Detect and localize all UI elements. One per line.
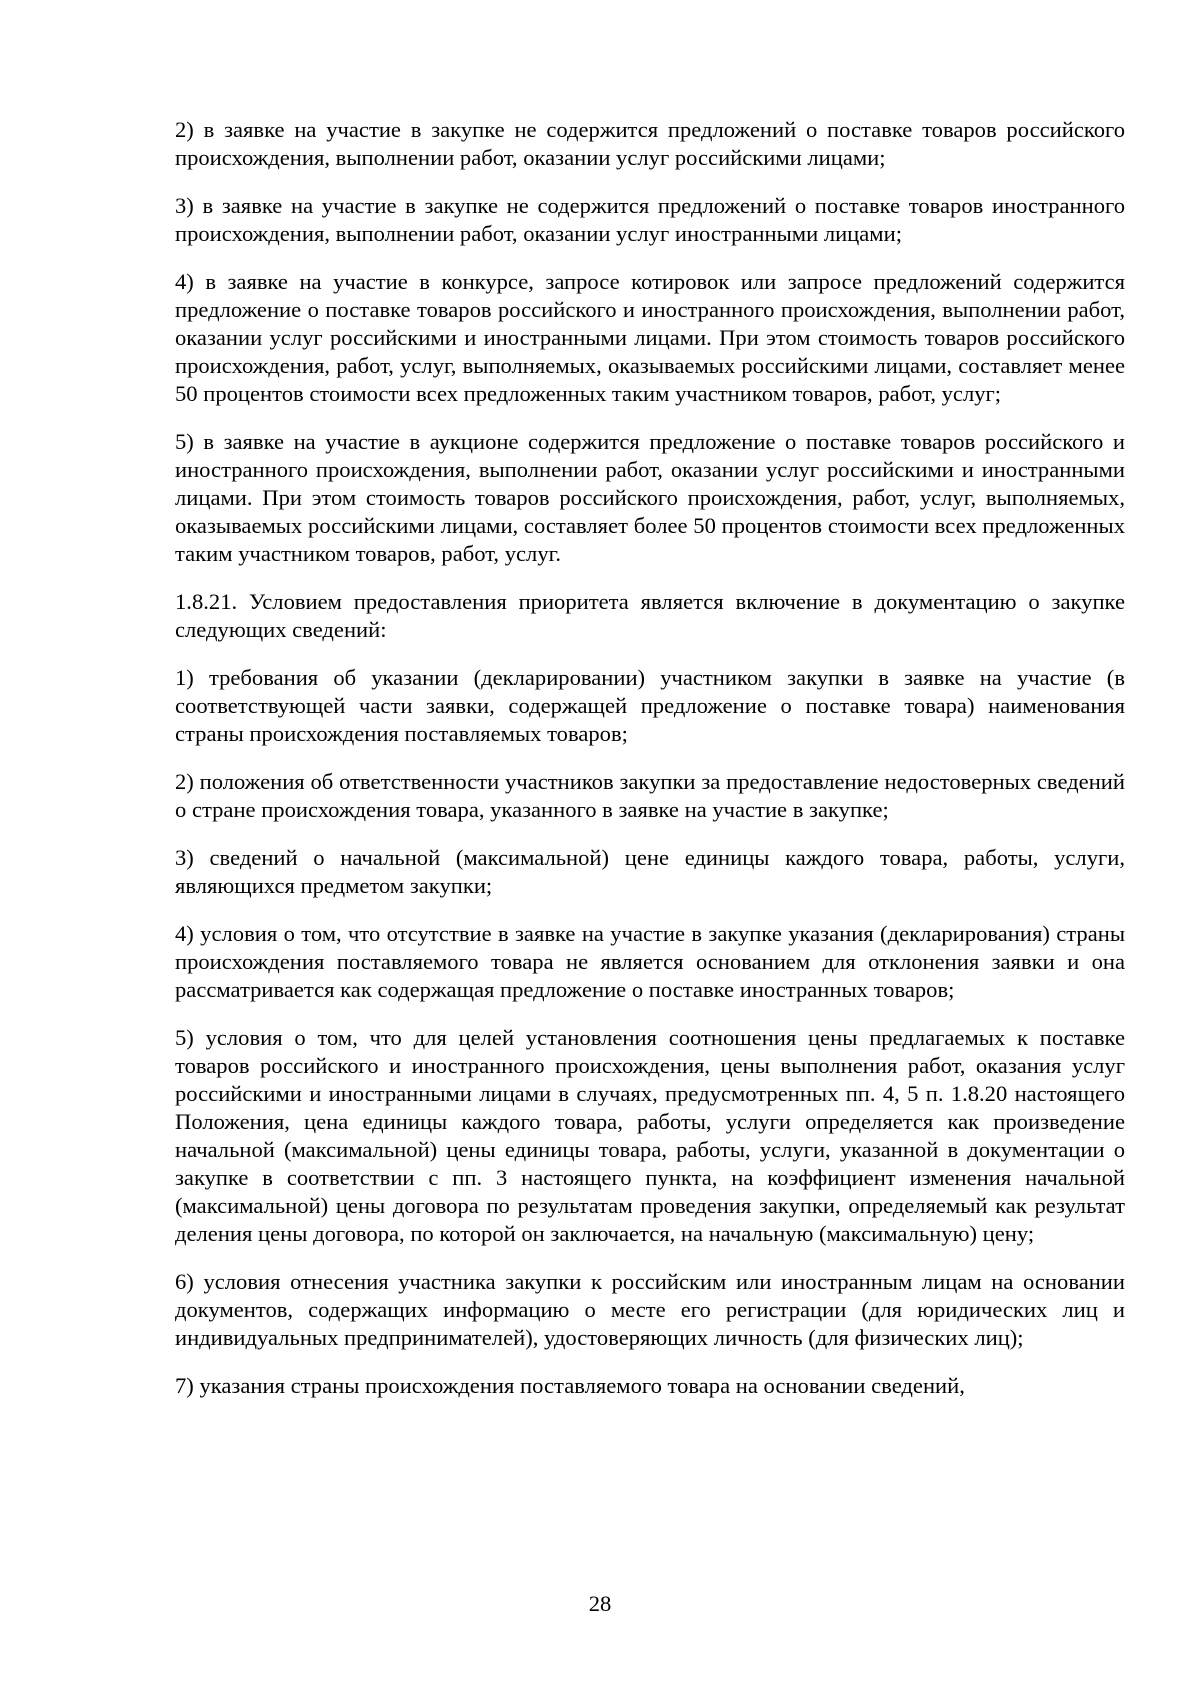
paragraph-condition-2-liability: 2) положения об ответственности участников закупки за предоставление недостоверных сведений о стране происхождения товара, указанного в заявке на участие в закупке;: [175, 769, 1125, 822]
paragraph-clause-1-8-21: 1.8.21. Условием предоставления приоритета является включение в документацию о закупке следующих сведений:: [175, 589, 1125, 642]
paragraph-condition-3-unit-price: 3) сведений о начальной (максимальной) цене единицы каждого товара, работы, услуги, являющихся предметом закупки;: [175, 845, 1125, 898]
paragraph-item-3-no-foreign-offers: 3) в заявке на участие в закупке не содержится предложений о поставке товаров иностранного происхождения, выполнении работ, оказании услуг иностранными лицами;: [175, 193, 1125, 246]
paragraph-condition-5-price-ratio: 5) условия о том, что для целей установления соотношения цены предлагаемых к поставке товаров российского и иностранного происхождения, цены выполнения работ, оказания услуг российскими и иностранными лицами в случаях, предусмотренных пп. 4, 5 п. 1.8.20 настоящего Положения, цена единицы каждого товара, работы, услуги определяется как произведение начальной (максимальной) цены единицы товара, работы, услуги, указанной в документации о закупке в соответствии с пп. 3 настоящего пункта, на коэффициент изменения начальной (максимальной) цены договора по результатам проведения закупки, определяемый как результат деления цены договора, по которой он заключается, на начальную (максимальную) цену;: [175, 1025, 1125, 1246]
paragraph-condition-7-country-of-origin: 7) указания страны происхождения поставляемого товара на основании сведений,: [175, 1373, 965, 1398]
page-number: 28: [588, 1591, 612, 1616]
document-page: [175, 116, 1125, 1420]
paragraph-condition-1-declaration: 1) требования об указании (декларировании) участником закупки в заявке на участие (в соответствующей части заявки, содержащей предложение о поставке товара) наименования страны происхождения поставляемых товаров;: [175, 665, 1125, 746]
paragraph-item-2-no-russian-offers: 2) в заявке на участие в закупке не содержится предложений о поставке товаров российского происхождения, выполнении работ, оказании услуг российскими лицами;: [175, 117, 1125, 170]
paragraph-condition-6-participant-status: 6) условия отнесения участника закупки к российским или иностранным лицам на основании документов, содержащих информацию о месте его регистрации (для юридических лиц и индивидуальных предпринимателей), удостоверяющих личность (для физических лиц);: [175, 1269, 1125, 1350]
paragraph-condition-4-missing-declaration: 4) условия о том, что отсутствие в заявке на участие в закупке указания (декларирования) страны происхождения поставляемого товара не является основанием для отклонения заявки и она рассматривается как содержащая предложение о поставке иностранных товаров;: [175, 921, 1125, 1002]
paragraph-item-5-auction-mixed-offer: 5) в заявке на участие в аукционе содержится предложение о поставке товаров российского и иностранного происхождения, выполнении работ, оказании услуг российскими и иностранными лицами. При этом стоимость товаров российского происхождения, работ, услуг, выполняемых, оказываемых российскими лицами, составляет более 50 процентов стоимости всех предложенных таким участником товаров, работ, услуг.: [175, 429, 1125, 566]
paragraph-item-4-contest-mixed-offer: 4) в заявке на участие в конкурсе, запросе котировок или запросе предложений содержится предложение о поставке товаров российского и иностранного происхождения, выполнении работ, оказании услуг российскими и иностранными лицами. При этом стоимость товаров российского происхождения, работ, услуг, выполняемых, оказываемых российскими лицами, составляет менее 50 процентов стоимости всех предложенных таким участником товаров, работ, услуг;: [175, 269, 1125, 406]
